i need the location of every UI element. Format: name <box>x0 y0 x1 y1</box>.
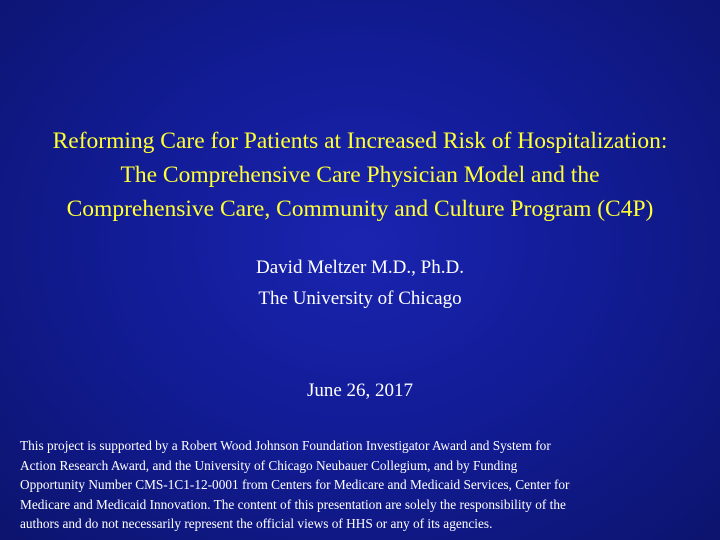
funding-line-4: Medicare and Medicaid Innovation. The content of this presentation are solely the responsibility of the <box>20 496 566 512</box>
presentation-date: June 26, 2017 <box>306 380 414 401</box>
title-line-1: Reforming Care for Patients at Increased Risk of Hospitalization: <box>52 128 668 154</box>
slide-title <box>10 124 710 226</box>
funding-line-5: authors and do not necessarily represent the official views of HHS or any of its agencies. <box>20 516 493 531</box>
author-block <box>0 252 720 314</box>
funding-line-1: This project is supported by a Robert Wood Johnson Foundation Investigator Award and System for <box>20 438 551 453</box>
funding-line-2: Action Research Award, and the University of Chicago Neubauer Collegium, and by Funding <box>20 457 518 473</box>
funding-statement <box>20 436 710 534</box>
title-line-3: Comprehensive Care, Community and Culture Program (C4P) <box>66 196 654 222</box>
author-name: David Meltzer M.D., Ph.D. <box>256 257 464 278</box>
author-affiliation: The University of Chicago <box>258 288 462 309</box>
funding-line-3: Opportunity Number CMS-1C1-12-0001 from Centers for Medicare and Medicaid Services, Center for <box>20 477 570 492</box>
title-line-2: The Comprehensive Care Physician Model and the <box>120 162 600 188</box>
